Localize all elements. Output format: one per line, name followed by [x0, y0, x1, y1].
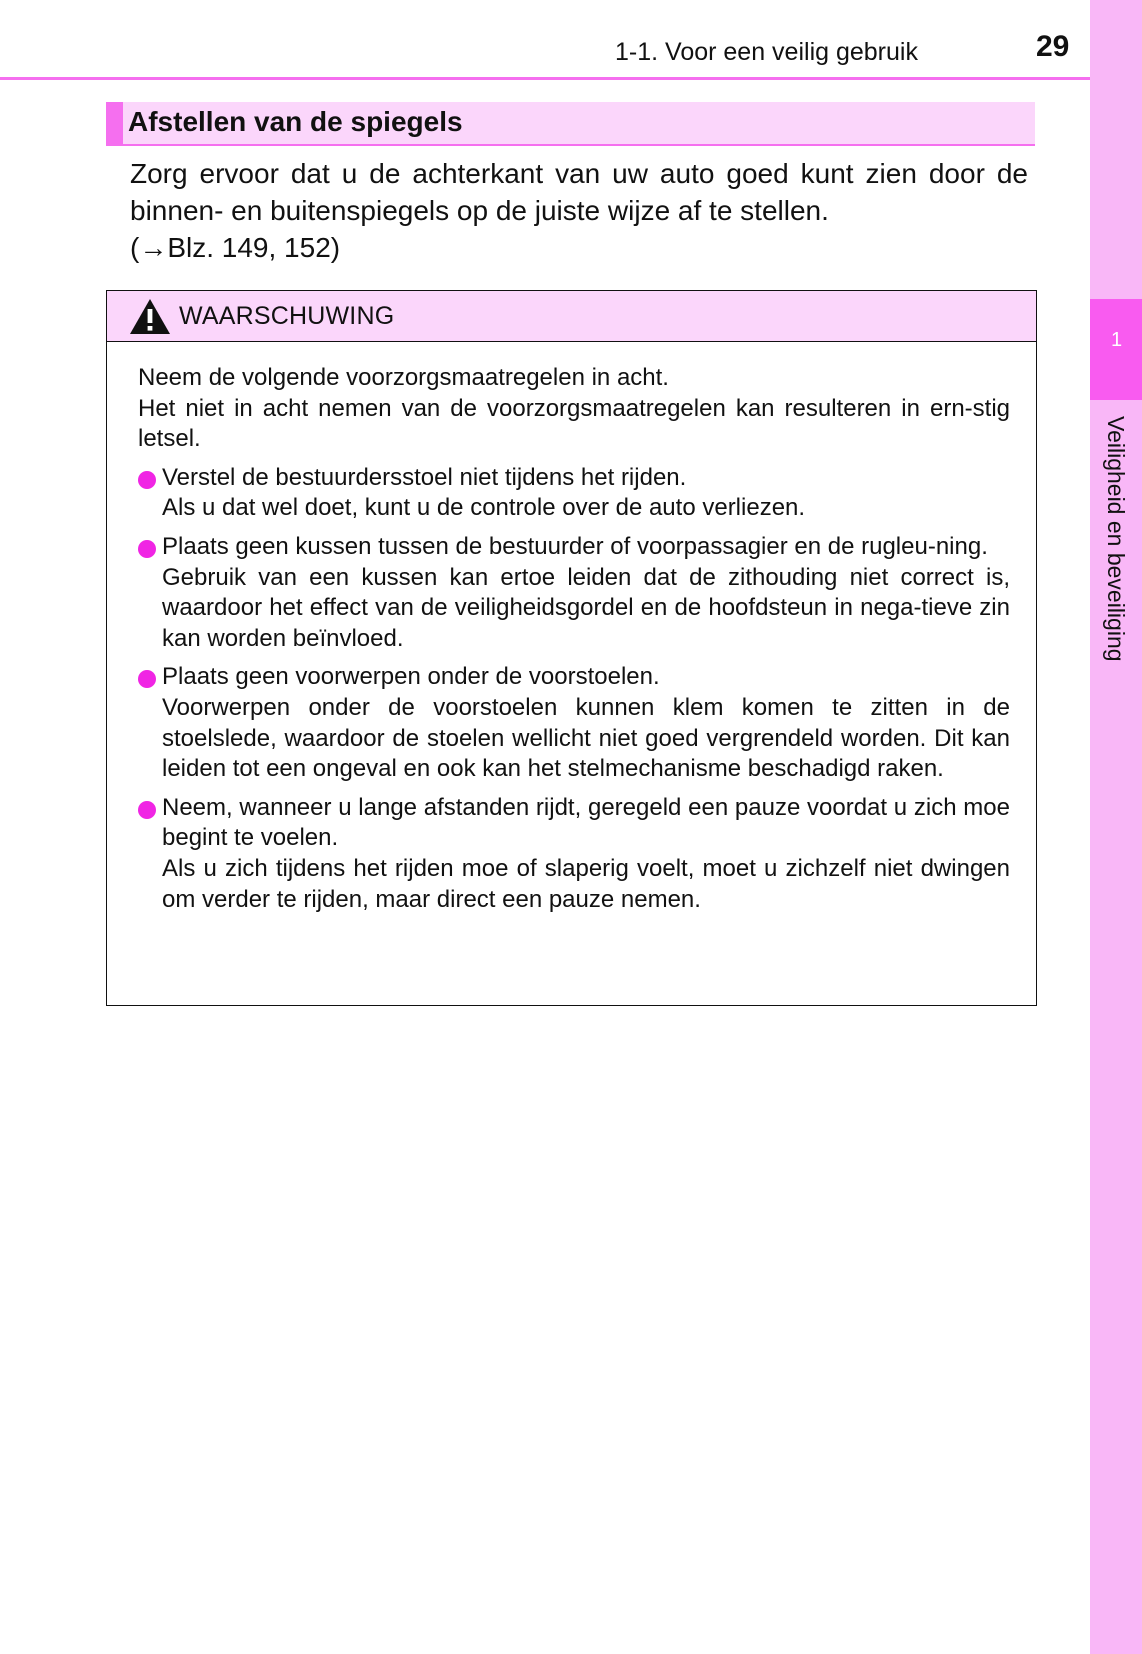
item-description: Voorwerpen onder de voorstoelen kunnen klem komen te zitten in de stoelslede, waardoor de stoelen wellicht niet goed vergrendeld worden. Dit kan leiden tot een ongeval en ook kan het stelmechanisme beschadigd raken. — [162, 693, 1010, 783]
header-rule — [0, 77, 1090, 80]
item-heading: Verstel de bestuurdersstoel niet tijdens het rijden. — [162, 463, 687, 491]
item-description: Als u zich tijdens het rijden moe of slaperig voelt, moet u zichzelf niet dwingen om verder te rijden, maar direct een pauze nemen. — [162, 854, 1010, 913]
list-item — [138, 662, 1010, 784]
chapter-side-strip — [1090, 0, 1142, 1654]
list-item — [138, 793, 1010, 915]
section-heading — [106, 102, 1035, 146]
warning-body — [138, 363, 1010, 923]
list-item — [138, 532, 1010, 654]
page-reference[interactable]: (→Blz. 149, 152) — [130, 232, 341, 263]
intro-paragraph — [130, 155, 1028, 266]
warning-lead: Neem de volgende voorzorgsmaatregelen in acht. — [138, 364, 669, 391]
chapter-title: Veiligheid en beveiliging — [1103, 416, 1129, 662]
item-heading: Plaats geen voorwerpen onder de voorstoelen. — [162, 663, 660, 691]
item-description: Als u dat wel doet, kunt u de controle over de auto verliezen. — [162, 494, 806, 522]
item-heading: Plaats geen kussen tussen de bestuurder of voorpassagier en de rugleu-ning. — [162, 532, 988, 560]
warning-list — [138, 463, 1010, 915]
item-description: Gebruik van een kussen kan ertoe leiden dat de zithouding niet correct is, waardoor het effect van de veiligheidsgordel en de hoofdsteun in nega-tieve zin kan worden beïnvloed. — [162, 563, 1010, 652]
bullet-dot-icon — [138, 670, 156, 688]
chapter-number: 1 — [1111, 329, 1123, 351]
bullet-dot-icon — [138, 471, 156, 489]
warning-lead-detail: Het niet in acht nemen van de voorzorgsmaatregelen kan resulteren in ern-stig letsel. — [138, 394, 1010, 453]
item-heading: Neem, wanneer u lange afstanden rijdt, geregeld een pauze voordat u zich moe begint te voelen. — [162, 793, 1010, 852]
bullet-dot-icon — [138, 801, 156, 819]
section-title: Afstellen van de spiegels — [128, 106, 463, 137]
warning-box — [106, 290, 1037, 1006]
warning-triangle-icon — [129, 298, 171, 335]
chapter-tab[interactable] — [1090, 299, 1142, 400]
section-breadcrumb: 1-1. Voor een veilig gebruik — [615, 38, 918, 66]
list-item — [138, 463, 1010, 524]
page-number: 29 — [1036, 30, 1070, 63]
heading-accent — [106, 102, 123, 146]
warning-title: WAARSCHUWING — [179, 302, 395, 330]
bullet-dot-icon — [138, 540, 156, 558]
intro-text: Zorg ervoor dat u de achterkant van uw auto goed kunt zien door de binnen- en buitenspiegels op de juiste wijze af te stellen. — [130, 158, 1028, 226]
warning-header — [107, 291, 1036, 342]
